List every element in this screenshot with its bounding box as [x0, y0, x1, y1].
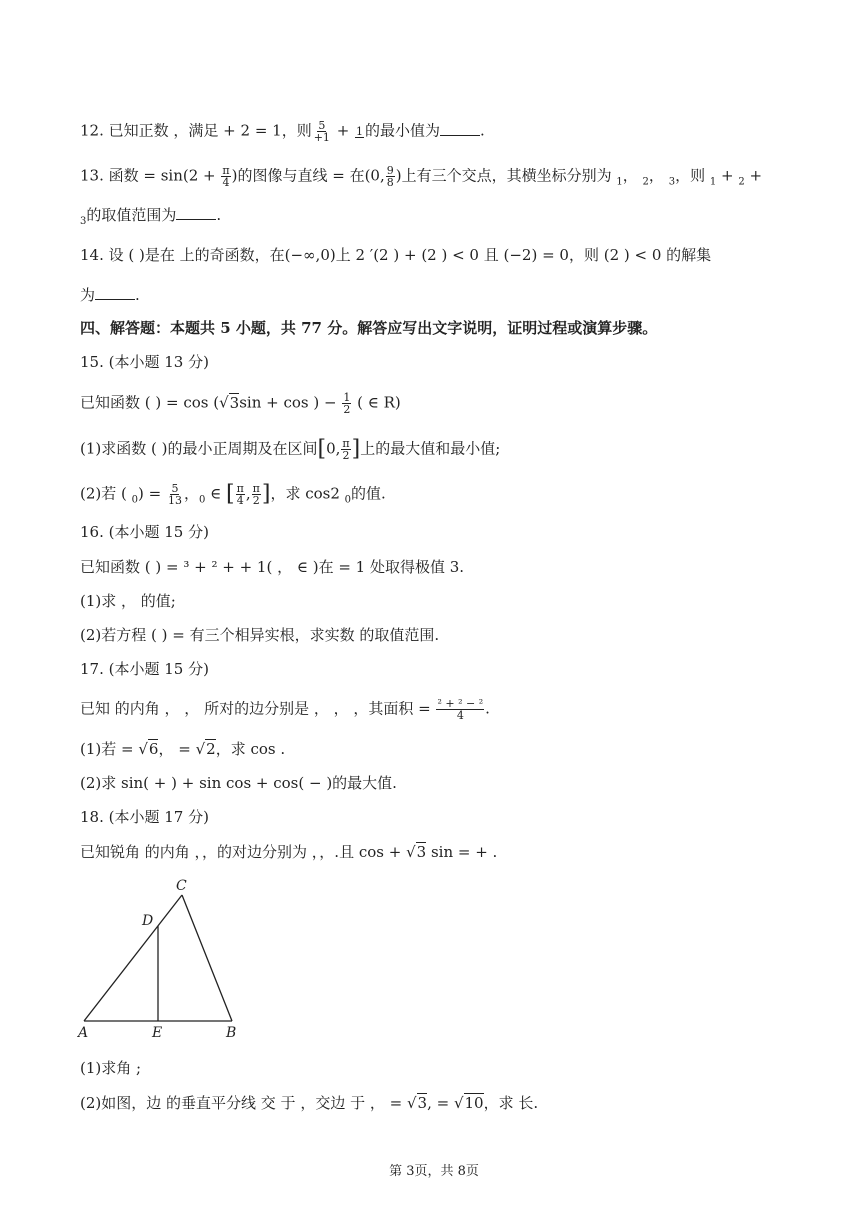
- q17-p1-b: ， =: [158, 740, 196, 758]
- q12-text-a: 12. 已知正数 ，满足: [80, 121, 224, 140]
- q13-sub1: 1: [616, 176, 623, 188]
- q15-p2-i1-den: 4: [236, 494, 244, 507]
- q12-fraction-2: [355, 126, 364, 138]
- label-b: B: [226, 1025, 237, 1041]
- q13-sub2: 2: [642, 176, 649, 188]
- q13-line2: 的取值范围为: [86, 206, 177, 224]
- q17-heading: 17. (本小题 15 分): [80, 660, 209, 678]
- label-e: E: [152, 1025, 163, 1041]
- q15-p2-sub: 0: [131, 494, 139, 506]
- question-13-line-2: [80, 205, 221, 232]
- q15-p2-sub2: 0: [199, 494, 206, 506]
- q15-part-2: [80, 483, 386, 511]
- label-a: A: [78, 1025, 89, 1041]
- q18-stem: 已知锐角 的内角 ，，的对边分别为 ，，.且 cos + √3 sin = + .: [80, 843, 498, 861]
- q15-p1-int: 0,: [326, 439, 341, 458]
- q12-text-b: + 2 = 1，则: [223, 121, 312, 140]
- q18-part-1: (1)求角 ;: [80, 1059, 142, 1077]
- q12-frac1-den: +1: [313, 131, 330, 144]
- q15-p2-num: 5: [171, 482, 179, 495]
- left-bracket: [: [226, 481, 235, 507]
- q16-heading: 16. (本小题 15 分): [80, 523, 209, 541]
- q16-part-1: (1)求 ， 的值;: [80, 592, 176, 610]
- q13-pi4-den: 4: [222, 176, 230, 189]
- q14-line1: 14. 设 ( )是在 上的奇函数，在(−∞,0)上 2 ′(2 ) + (2 ) < 0 且 (−2) = 0，则 (2 ) < 0 的解集: [80, 246, 712, 264]
- q12-frac2-num: 1: [356, 124, 364, 138]
- q15-p2-f: 的值.: [351, 484, 386, 503]
- q15-part-1: [80, 438, 500, 461]
- q15-p2-e: ，求 cos2: [270, 484, 345, 503]
- q18-p2-sqrt2: 10: [464, 1094, 484, 1112]
- q17-stem-a: 已知 的内角 ， ， 所对的边分别是 ， ， ，其面积 =: [80, 699, 436, 718]
- question-14-line-2: [80, 285, 140, 305]
- question-13-line-1: [80, 165, 762, 193]
- label-c: C: [176, 878, 187, 894]
- q17-area-frac: [436, 698, 484, 721]
- question-14-line-1: [80, 245, 711, 265]
- q13-text-c: )上有三个交点，其横坐标分别为: [395, 166, 617, 185]
- q15-p2-i1-num: π: [236, 482, 244, 495]
- q17-p1-c: ，求 cos .: [215, 740, 286, 758]
- q13-frac-num: 9: [386, 164, 394, 177]
- q13-end: .: [216, 206, 222, 224]
- q18-p2-b: , =: [427, 1094, 454, 1112]
- q17-p1-sqrt2: 2: [206, 740, 216, 758]
- q15-p2-frac: [167, 483, 183, 506]
- q15-heading: 15. (本小题 13 分): [80, 353, 209, 371]
- q15-stem-c: ( ∈ R): [352, 393, 401, 412]
- right-bracket: ]: [261, 481, 271, 507]
- q15-p2-i2-num: π: [252, 482, 260, 495]
- q12-text-c: 的最小值为: [365, 121, 441, 140]
- answer-blank: [176, 207, 216, 220]
- q12-end: .: [480, 121, 485, 140]
- q15-p1-pi-den: 2: [342, 449, 350, 462]
- q18-p2-a: (2)如图，边 的垂直平分线 交 于 ，交边 于 ， =: [80, 1094, 407, 1112]
- q13-text-b: )的图像与直线 = 在(0,: [231, 166, 385, 185]
- q15-p1-pi2: [341, 438, 350, 461]
- side-ac: [84, 895, 182, 1021]
- q18-part-2: (2)如图，边 的垂直平分线 交 于 ，交边 于 ， = √3, = √10，求 长.: [80, 1094, 539, 1112]
- q13-text-d: ，则: [675, 166, 710, 185]
- q15-stem: 已知函数 ( ) = cos (√3sin + cos ) − $\frac{1}{2}$ ( ∈ R): [80, 391, 401, 416]
- q18-p2-sqrt1: 3: [417, 1094, 428, 1112]
- q15-p2-sub3: 0: [344, 494, 352, 506]
- q18-p2-c: ，求 长.: [483, 1094, 539, 1112]
- q15-p2-i2-den: 2: [252, 494, 260, 507]
- answer-blank: [95, 287, 135, 300]
- right-bracket: ]: [351, 436, 361, 462]
- question-12: [80, 120, 485, 143]
- q13-sub3: 3: [668, 176, 676, 188]
- q15-half-num: 1: [343, 391, 351, 404]
- q12-frac1-num: 5: [318, 119, 326, 132]
- q13-s2: 2: [738, 176, 745, 188]
- q15-p1-pi-num: π: [342, 437, 350, 450]
- q13-sep1: ，: [622, 166, 643, 185]
- q14-end: .: [135, 286, 140, 304]
- page-footer: 第 3页，共 8页: [389, 1164, 479, 1179]
- q18-stem-sqrt: 3: [416, 843, 427, 861]
- q15-p2-den: 13: [167, 494, 182, 507]
- q13-pi-over-4: [221, 165, 230, 188]
- q15-p2-comma: ,: [245, 484, 251, 503]
- q15-p2-c: ，: [183, 484, 199, 503]
- answer-blank: [440, 123, 480, 136]
- q15-p2-b: ) =: [138, 484, 166, 503]
- q18-stem-b: sin = + .: [426, 843, 498, 861]
- q16-part-2: (2)若方程 ( ) = 有三个相异实根，求实数 的取值范围.: [80, 626, 440, 644]
- q17-stem-b: .: [485, 699, 490, 718]
- q15-p2-pi4: [236, 483, 245, 506]
- q15-p1-b: 上的最大值和最小值;: [360, 439, 501, 458]
- q15-half-den: 2: [343, 403, 351, 416]
- q15-p1-a: (1)求函数 ( )的最小正周期及在区间: [80, 439, 318, 458]
- q15-half: [342, 392, 351, 415]
- q15-sqrt: 3: [229, 393, 240, 412]
- q13-text-f: +: [744, 166, 763, 185]
- section-4-heading: 四、解答题：本题共 5 小题，共 77 分。解答应写出文字说明，证明过程或演算步骤。: [80, 319, 658, 337]
- left-bracket: [: [317, 436, 327, 462]
- q13-fraction: [386, 165, 395, 188]
- q13-pi4-num: π: [222, 164, 230, 177]
- q13-line2-sub: 3: [80, 216, 87, 227]
- q14-line2: 为: [80, 286, 96, 304]
- q15-stem-a: 已知函数 ( ) = cos (: [80, 393, 220, 412]
- triangle-figure: [74, 873, 254, 1043]
- side-bc: [182, 895, 232, 1021]
- q17-p1-a: (1)若 =: [80, 740, 139, 758]
- q15-p2-pi2: [252, 483, 261, 506]
- q17-part-2: (2)求 sin( + ) + sin cos + cos( − )的最大值.: [80, 774, 397, 792]
- q13-text-a: 13. 函数 = sin(2 +: [80, 166, 221, 185]
- q15-p2-d: ∈: [205, 484, 227, 503]
- q13-sep2: ，: [648, 166, 669, 185]
- q16-stem: 已知函数 ( ) = ³ + ² + + 1( ， ∈ )在 = 1 处取得极值 3.: [80, 558, 465, 576]
- label-d: D: [142, 913, 154, 929]
- q17-part-1: (1)若 = √6， = √2，求 cos .: [80, 740, 286, 758]
- q17-area-num: ² + ² − ²: [437, 697, 484, 710]
- q15-stem-b: sin + cos ) −: [239, 393, 342, 412]
- q13-text-e: +: [716, 166, 739, 185]
- q17-area-den: 4: [456, 709, 464, 722]
- q13-frac-den: 8: [386, 176, 394, 189]
- q17-stem: [80, 698, 490, 721]
- q18-heading: 18. (本小题 17 分): [80, 808, 209, 826]
- q15-p2-a: (2)若 (: [80, 484, 132, 503]
- q12-fraction-1: [313, 120, 331, 143]
- q18-stem-a: 已知锐角 的内角 ，，的对边分别为 ，，.且 cos +: [80, 843, 407, 861]
- q17-p1-sqrt1: 6: [148, 740, 159, 758]
- q12-plus: +: [331, 121, 355, 140]
- q13-s1: 1: [709, 176, 717, 188]
